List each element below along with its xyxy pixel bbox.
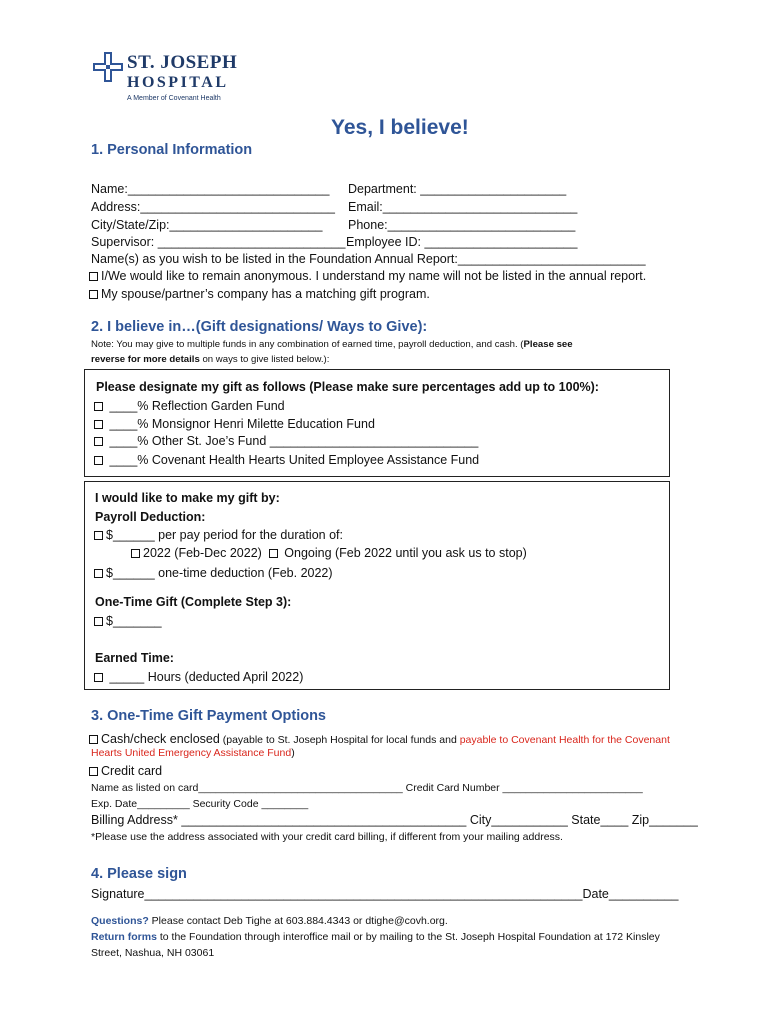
department-field[interactable]: Department: _____________________ — [348, 182, 567, 196]
employee-id-field[interactable]: Employee ID: ______________________ — [346, 235, 578, 249]
earned-time-heading: Earned Time: — [95, 651, 174, 665]
cash-check-option[interactable]: Cash/check enclosed (payable to St. Joseph Hospital for local funds and payable to Covenant Health for the Covenant — [89, 730, 670, 748]
fund-hearts-united[interactable]: ____% Covenant Health Hearts United Employee Assistance Fund — [94, 453, 479, 467]
designation-heading: Please designate my gift as follows (Please make sure percentages add up to 100%): — [96, 380, 599, 394]
anonymous-option[interactable] — [89, 269, 646, 283]
fund-milette-education[interactable]: ____% Monsignor Henri Milette Education Fund — [94, 417, 375, 431]
section3-heading: 3. One-Time Gift Payment Options — [91, 708, 326, 724]
fund-checkbox[interactable] — [94, 402, 103, 411]
supervisor-field[interactable]: Supervisor: ___________________________ — [91, 235, 346, 249]
return-forms-line: Return forms to the Foundation through interoffice mail or by mailing to the St. Joseph Hospital Foundation at 172 Kinsley — [91, 931, 660, 943]
section2-note-line2: reverse for more details on ways to give listed below.): — [91, 354, 330, 365]
page-title: Yes, I believe! — [331, 116, 469, 139]
return-forms-line2: Street, Nashua, NH 03061 — [91, 947, 215, 959]
one-time-gift-heading: One-Time Gift (Complete Step 3): — [95, 595, 292, 609]
fund-checkbox[interactable] — [94, 456, 103, 465]
signature-field[interactable]: Signature_______________________________________________________________Date__________ — [91, 887, 679, 901]
matching-gift-checkbox[interactable] — [89, 290, 98, 299]
section2-note: Note: You may give to multiple funds in any combination of earned time, payroll deduction, and cash. (Please see — [91, 339, 573, 350]
listed-names-field[interactable]: Name(s) as you wish to be listed in the Foundation Annual Report:___________________________ — [91, 252, 646, 266]
fund-reflection-garden[interactable]: ____% Reflection Garden Fund — [94, 399, 285, 413]
section4-heading: 4. Please sign — [91, 866, 187, 882]
billing-note: *Please use the address associated with your credit card billing, if different from your mailing address. — [91, 831, 563, 843]
one-time-deduction-checkbox[interactable] — [94, 569, 103, 578]
payroll-heading: Payroll Deduction: — [95, 510, 206, 524]
section1-heading: 1. Personal Information — [91, 142, 253, 158]
logo-line2: HOSPITAL — [127, 74, 229, 91]
duration-options[interactable]: 2022 (Feb-Dec 2022) Ongoing (Feb 2022 until you ask us to stop) — [131, 546, 527, 560]
cash-check-note: Hearts United Emergency Assistance Fund) — [91, 747, 295, 759]
earned-time-option[interactable]: _____ Hours (deducted April 2022) — [94, 670, 303, 684]
name-field[interactable]: Name:_____________________________ — [91, 182, 330, 196]
credit-card-checkbox[interactable] — [89, 767, 98, 776]
fund-other[interactable]: ____% Other St. Joe’s Fund ______________________________ — [94, 434, 478, 448]
duration-2022-checkbox[interactable] — [131, 549, 140, 558]
fund-checkbox[interactable] — [94, 437, 103, 446]
section2-heading: 2. I believe in…(Gift designations/ Ways to Give): — [91, 319, 428, 335]
city-state-zip-field[interactable]: City/State/Zip:______________________ — [91, 218, 323, 232]
hospital-cross-icon — [93, 52, 123, 82]
per-pay-checkbox[interactable] — [94, 531, 103, 540]
per-pay-option[interactable]: $______ per pay period for the duration of: — [94, 528, 343, 542]
cash-check-checkbox[interactable] — [89, 735, 98, 744]
phone-field[interactable]: Phone:___________________________ — [348, 218, 576, 232]
fund-checkbox[interactable] — [94, 420, 103, 429]
credit-card-option[interactable]: Credit card — [89, 764, 162, 778]
card-name-field[interactable]: Name as listed on card___________________________________ Credit Card Number ________________________ — [91, 782, 643, 794]
address-field[interactable]: Address:____________________________ — [91, 200, 335, 214]
one-time-gift-option[interactable]: $_______ — [94, 614, 162, 628]
one-time-deduction-option[interactable]: $______ one-time deduction (Feb. 2022) — [94, 566, 333, 580]
logo-line1: ST. JOSEPH — [127, 52, 238, 73]
earned-time-checkbox[interactable] — [94, 673, 103, 682]
questions-line: Questions? Please contact Deb Tighe at 603.884.4343 or dtighe@covh.org. — [91, 915, 448, 927]
logo-tagline: A Member of Covenant Health — [127, 95, 221, 102]
matching-gift-option[interactable] — [89, 287, 430, 301]
billing-address-field[interactable]: Billing Address* _________________________________________ City___________ State____ Zip_______ — [91, 813, 698, 827]
email-field[interactable]: Email:____________________________ — [348, 200, 578, 214]
exp-security-field[interactable]: Exp. Date_________ Security Code ________ — [91, 798, 309, 810]
duration-ongoing-checkbox[interactable] — [269, 549, 278, 558]
matching-gift-label: My spouse/partner’s company has a matching gift program. — [101, 287, 430, 301]
one-time-gift-checkbox[interactable] — [94, 617, 103, 626]
anonymous-label: I/We would like to remain anonymous. I understand my name will not be listed in the annual report. — [101, 269, 647, 283]
anonymous-checkbox[interactable] — [89, 272, 98, 281]
gift-method-heading: I would like to make my gift by: — [95, 491, 280, 505]
